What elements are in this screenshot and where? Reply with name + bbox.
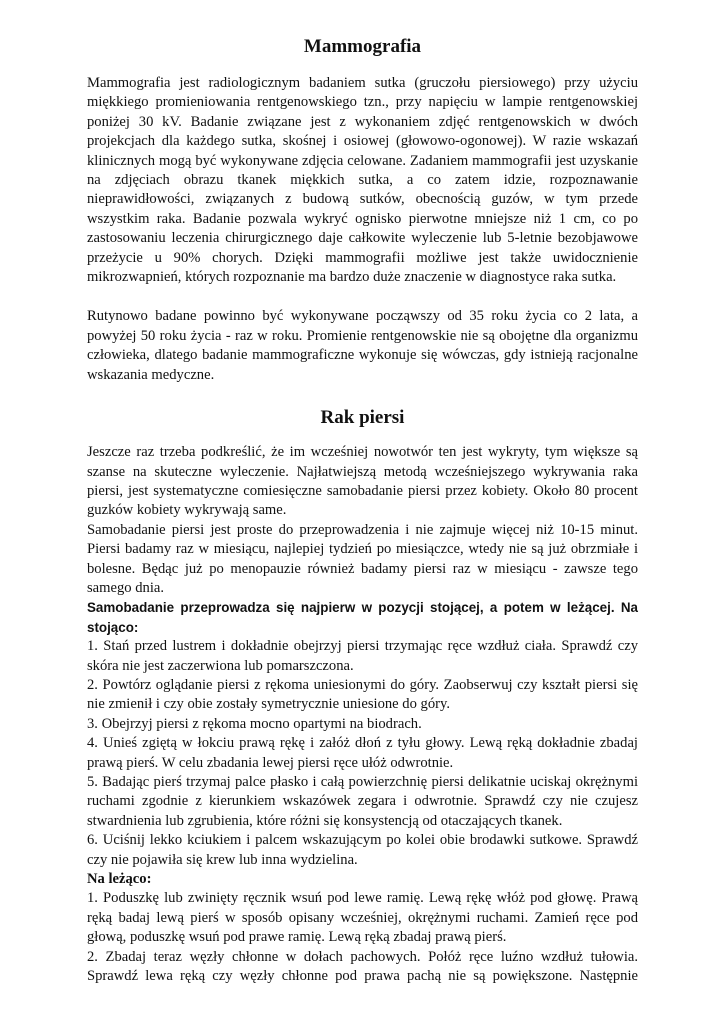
standing-step-4: 4. Unieś zgiętą w łokciu prawą rękę i załóż dłoń z tyłu głowy. Lewą ręką dokładnie zbadaj prawą pierś. W celu zbadania lewej piersi ręce ułóż odwrotnie. bbox=[87, 735, 638, 771]
title-rak-piersi: Rak piersi bbox=[320, 407, 405, 429]
mammografia-paragraph-1: Mammografia jest radiologicznym badaniem sutka (gruczołu piersiowego) przy użyciu miękkiego promieniowania rentgenowskiego tzn., przy napięciu w lampie rentgenowskiej poniżej 30 kV. Badanie związane jest z wykonaniem zdjęć rentgenowskich w dwóch projekcjach dla każdego sutka, skośnej i osiowej (głowowo-ogonowej). W razie wskazań klinicznych mogą być wykonywane zdjęcia celowane. Zadaniem mammografii jest uzyskanie na zdjęciach obrazu tkanek miękkich sutka, a co zatem idzie, rozpoznawanie nieprawidłowości, związanych z budową sutków, obecnością guzów, w tym przede wszystkim raka. Badanie pozwala wykryć ognisko pierwotne mniejsze niż 1 cm, co po zastosowaniu leczenia chirurgicznego daje całkowite wyleczenie lub 5-letnie bezobjawowe przeżycie u 90% chorych. Dzięki mammografii możliwe jest także uwidocznienie mikrozwapnień, których rozpoznanie ma bardzo duże znaczenie w diagnostyce raka sutka. bbox=[87, 75, 638, 286]
mammografia-paragraph-2: Rutynowo badane powinno być wykonywane począwszy od 35 roku życia co 2 lata, a powyżej 50 roku życia - raz w roku. Promienie rentgenowskie nie są obojętne dla organizmu człowieka, dlatego badanie mammograficzne wykonuje się wówczas, gdy istnieją racjonalne wskazania medyczne. bbox=[87, 308, 638, 383]
standing-step-2: 2. Powtórz oglądanie piersi z rękoma uniesionymi do góry. Zaobserwuj czy kształt piersi się nie zmienił i czy obie zostały symetrycznie uniesione do góry. bbox=[87, 676, 638, 713]
bold-intro-standing: Samobadanie przeprowadza się najpierw w pozycji stojącej, a potem w leżącej. Na stojąco: bbox=[87, 600, 638, 635]
rak-paragraph-1: Jeszcze raz trzeba podkreślić, że im wcześniej nowotwór ten jest wykryty, tym większe są szanse na skuteczne wyleczenie. Najłatwiejszą metodą wcześniejszego wykrywania raka piersi, jest systematyczne comiesięczne samobadanie piersi przez kobiety. Około 80 procent guzków kobiety wykrywają same. bbox=[87, 444, 638, 519]
lying-step-1: 1. Poduszkę lub zwinięty ręcznik wsuń pod lewe ramię. Lewą rękę włóż pod głowę. Prawą ręką badaj lewą pierś w sposób opisany wcześniej, okrężnymi ruchami. Zamień ręce pod głową, poduszkę wsuń pod prawe ramię. Lewą ręką zbadaj prawą pierś. bbox=[87, 890, 638, 946]
title-mammografia: Mammografia bbox=[303, 36, 422, 57]
lying-label: Na leżąco: bbox=[87, 871, 152, 888]
standing-step-3: 3. Obejrzyj piersi z rękoma mocno opartymi na biodrach. bbox=[87, 715, 422, 732]
standing-step-6: 6. Uciśnij lekko kciukiem i palcem wskazującym po kolei obie brodawki sutkowe. Sprawdź czy nie pojawiła się krew lub inna wydzielina. bbox=[87, 832, 638, 868]
standing-step-1: 1. Stań przed lustrem i dokładnie obejrzyj piersi trzymając ręce wzdłuż ciała. Sprawdź czy skóra nie jest zaczerwiona lub pomarszczona. bbox=[87, 638, 638, 674]
lying-step-2: 2. Zbadaj teraz węzły chłonne w dołach pachowych. Połóż ręce luźno wzdłuż tułowia. Sprawdź lewa ręką czy węzły chłonne pod prawa pachą nie są powiększone. Następnie bbox=[87, 948, 638, 985]
standing-step-5: 5. Badając pierś trzymaj palce płasko i całą powierzchnię piersi delikatnie uciskaj okrężnymi ruchami zgodnie z kierunkiem wskazówek zegara i odwrotnie. Sprawdź czy nie czujesz stwardnienia lub zgrubienia, które różni się konsystencją od otaczających tkanek. bbox=[87, 774, 638, 829]
rak-paragraph-2: Samobadanie piersi jest proste do przeprowadzenia i nie zajmuje więcej niż 10-15 minut. Piersi badamy raz w miesiącu, najlepiej tydzień po miesiączce, wtedy nie są już obrzmiałe i bolesne. Będąc już po menopauzie również badamy piersi raz w miesiącu - zawsze tego samego dnia. bbox=[87, 521, 638, 596]
